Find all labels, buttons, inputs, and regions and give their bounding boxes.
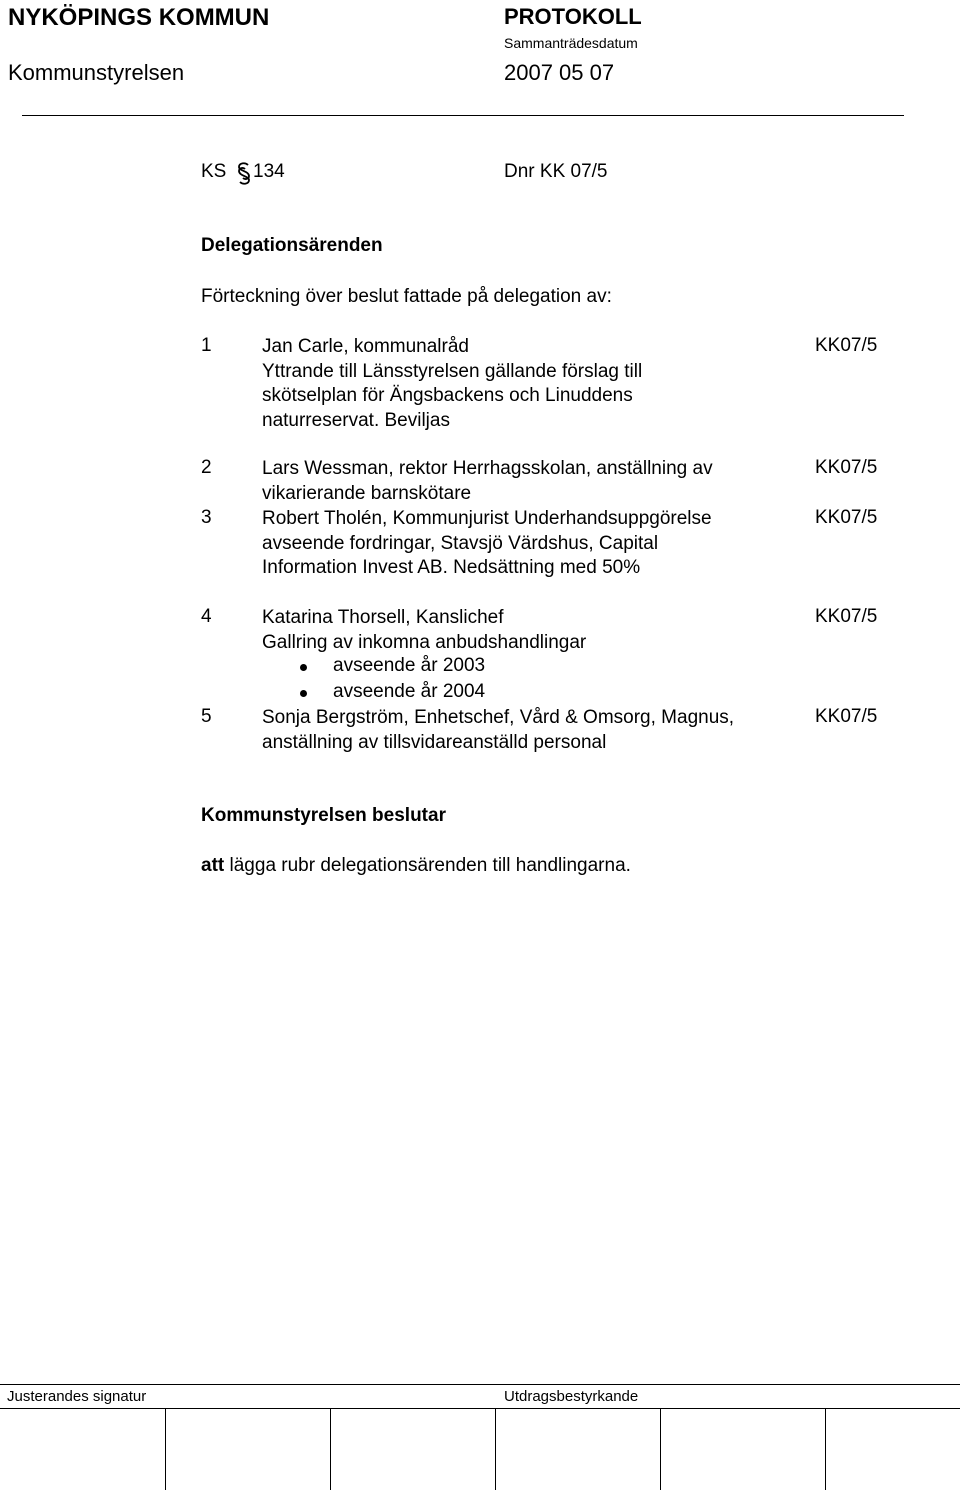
item-line: naturreservat. Beviljas bbox=[262, 409, 450, 431]
footer-top-rule bbox=[0, 1384, 960, 1385]
item-reference: KK07/5 bbox=[815, 606, 878, 627]
item-line: vikarierande barnskötare bbox=[262, 482, 472, 504]
signature-box-divider bbox=[330, 1408, 331, 1490]
bullet-icon bbox=[300, 690, 307, 697]
item-number: 2 bbox=[201, 457, 212, 478]
item-reference: KK07/5 bbox=[815, 706, 878, 727]
header-rule bbox=[22, 115, 904, 116]
decision-title: Kommunstyrelsen beslutar bbox=[201, 805, 446, 826]
item-text bbox=[262, 706, 734, 755]
item-line: Sonja Bergström, Enhetschef, Vård & Omsorg, Magnus, bbox=[262, 707, 735, 728]
signature-box-divider bbox=[495, 1408, 496, 1490]
item-line: Katarina Thorsell, Kanslichef bbox=[262, 607, 504, 628]
item-number: 4 bbox=[201, 606, 212, 627]
organization-name: NYKÖPINGS KOMMUN bbox=[8, 4, 270, 31]
item-line: Lars Wessman, rektor Herrhagsskolan, anställning av bbox=[262, 458, 713, 479]
case-prefix: KS bbox=[201, 161, 227, 182]
item-line: Gallring av inkomna anbudshandlingar bbox=[262, 631, 587, 653]
item-number: 1 bbox=[201, 335, 212, 356]
meeting-date-label: Sammanträdesdatum bbox=[504, 35, 638, 51]
diary-number: Dnr KK 07/5 bbox=[504, 161, 608, 182]
item-line: anställning av tillsvidareanställd personal bbox=[262, 731, 607, 753]
item-text bbox=[262, 606, 586, 655]
item-reference: KK07/5 bbox=[815, 335, 878, 356]
decision-text bbox=[201, 855, 631, 877]
signature-label: Justerandes signatur bbox=[7, 1388, 147, 1405]
item-line: Jan Carle, kommunalråd bbox=[262, 336, 469, 357]
document-type: PROTOKOLL bbox=[504, 4, 642, 29]
item-reference: KK07/5 bbox=[815, 507, 878, 528]
bullet-icon bbox=[300, 664, 307, 671]
certification-label: Utdragsbestyrkande bbox=[504, 1388, 639, 1405]
item-line: Information Invest AB. Nedsättning med 50% bbox=[262, 557, 641, 578]
item-text bbox=[262, 507, 712, 581]
signature-box-divider bbox=[825, 1408, 826, 1490]
meeting-date: 2007 05 07 bbox=[504, 60, 615, 85]
item-number: 3 bbox=[201, 507, 212, 528]
item-line: Yttrande till Länsstyrelsen gällande förslag till bbox=[262, 360, 643, 382]
intro-text: Förteckning över beslut fattade på delegation av: bbox=[201, 286, 612, 307]
item-text bbox=[262, 457, 713, 506]
signature-box-divider bbox=[660, 1408, 661, 1490]
committee-name: Kommunstyrelsen bbox=[8, 60, 185, 85]
signature-box-divider bbox=[165, 1408, 166, 1490]
item-text bbox=[262, 335, 642, 433]
decision-body: lägga rubr delegationsärenden till handlingarna. bbox=[229, 855, 631, 876]
bullet-item: avseende år 2004 bbox=[333, 681, 486, 702]
item-number: 5 bbox=[201, 706, 212, 727]
case-number: 134 bbox=[253, 161, 285, 182]
item-line: avseende fordringar, Stavsjö Värdshus, Capital bbox=[262, 532, 659, 554]
item-line: skötselplan för Ängsbackens och Linuddens bbox=[262, 385, 633, 406]
item-reference: KK07/5 bbox=[815, 457, 878, 478]
footer-mid-rule bbox=[0, 1408, 960, 1409]
page-title: Delegationsärenden bbox=[201, 235, 383, 256]
item-line: Robert Tholén, Kommunjurist Underhandsuppgörelse bbox=[262, 508, 712, 529]
decision-att: att bbox=[201, 855, 225, 876]
bullet-item: avseende år 2003 bbox=[333, 655, 486, 676]
